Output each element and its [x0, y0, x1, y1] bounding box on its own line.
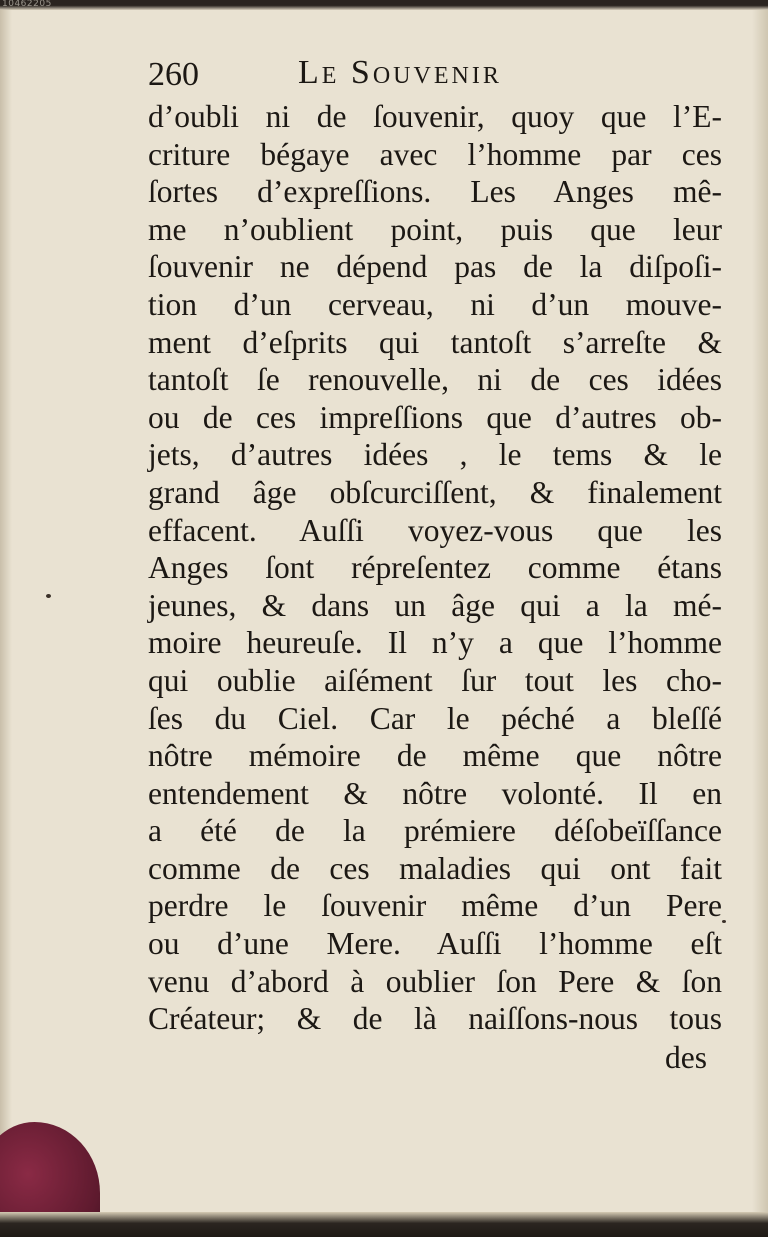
- running-head: Le Souvenir: [298, 54, 502, 91]
- text-line: jeunes, & dans un âge qui a la mé-: [148, 587, 722, 623]
- text-line: nôtre mémoire de même que nôtre: [148, 738, 722, 774]
- page-edge-shadow: [752, 0, 768, 1237]
- text-line: ment d’eſprits qui tantoſt s’arreſte &: [148, 324, 722, 360]
- text-line: tantoſt ſe renouvelle, ni de ces idées: [148, 362, 722, 398]
- ink-speck: [46, 594, 51, 598]
- ink-speck: [722, 920, 726, 923]
- catchword: des: [665, 1040, 707, 1075]
- page-number: 260: [148, 56, 199, 93]
- text-line: grand âge obſcurciſſent, & finalement: [148, 474, 722, 510]
- text-line: effacent. Auſſi voyez-vous que les: [148, 512, 722, 548]
- body-text: [148, 98, 722, 1038]
- page-header: [148, 50, 588, 96]
- text-line: Créateur; & de là naiſſons-nous tous: [148, 1001, 722, 1037]
- text-line: moire heureuſe. Il n’y a que l’homme: [148, 625, 722, 661]
- scan-stamp: 10462205: [2, 0, 52, 9]
- text-line: venu d’abord à oublier ſon Pere & ſon: [148, 963, 722, 999]
- text-line: d’oubli ni de ſouvenir, quoy que l’E-: [148, 99, 722, 134]
- text-line: a été de la prémiere déſobeïſſance: [148, 813, 722, 849]
- text-line: tion d’un cerveau, ni d’un mouve-: [148, 286, 722, 322]
- bottom-edge: [0, 1212, 768, 1237]
- top-edge: [0, 0, 768, 10]
- text-line: criture bégaye avec l’homme par ces: [148, 136, 722, 172]
- text-line: me n’oublient point, puis que leur: [148, 211, 722, 247]
- text-line: Anges ſont répreſentez comme étans: [148, 550, 722, 586]
- text-line: ſes du Ciel. Car le péché a bleſſé: [148, 700, 722, 736]
- text-line: ou d’une Mere. Auſſi l’homme eſt: [148, 926, 722, 962]
- text-line: ou de ces impreſſions que d’autres ob-: [148, 399, 722, 435]
- text-line: perdre le ſouvenir même d’un Pere: [148, 888, 722, 924]
- text-line: comme de ces maladies qui ont fait: [148, 850, 722, 886]
- page-gutter-shadow: [0, 0, 12, 1237]
- text-line: qui oublie aiſément ſur tout les cho-: [148, 662, 722, 698]
- text-line: ſouvenir ne dépend pas de la diſpoſi-: [148, 249, 722, 285]
- text-line: entendement & nôtre volonté. Il en: [148, 775, 722, 811]
- text-line: jets, d’autres idées , le tems & le: [148, 437, 722, 473]
- text-line: ſortes d’expreſſions. Les Anges mê-: [148, 174, 722, 210]
